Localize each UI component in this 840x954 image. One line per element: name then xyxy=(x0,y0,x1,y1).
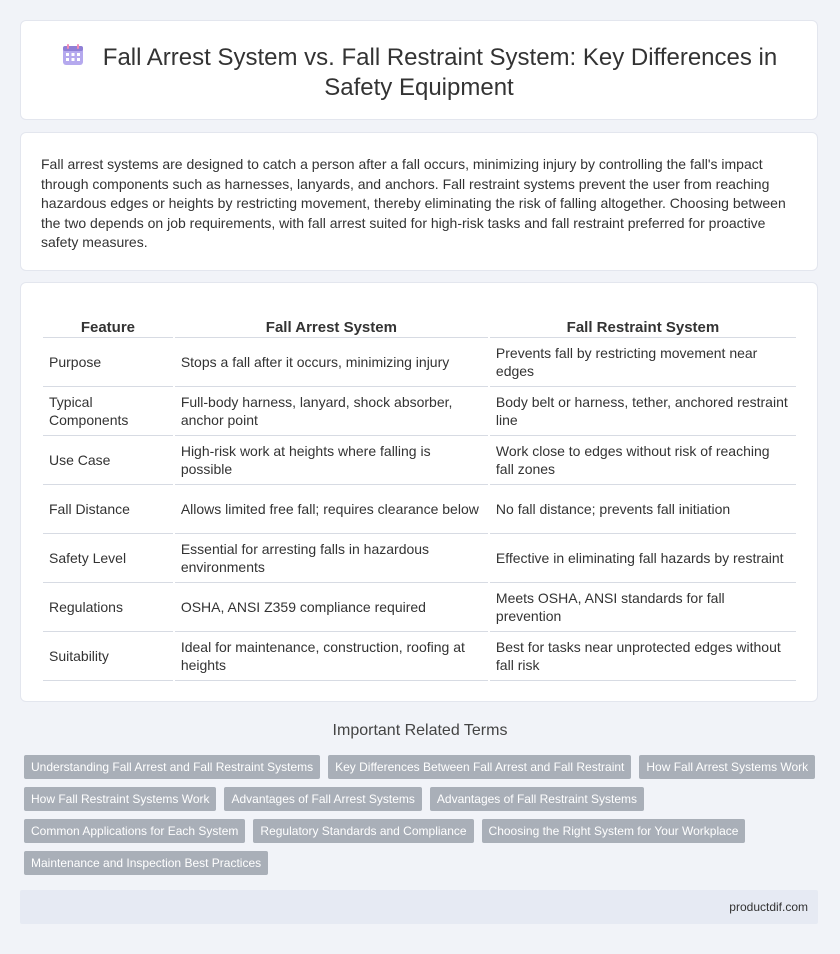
related-term-tag[interactable]: How Fall Restraint Systems Work xyxy=(24,787,216,811)
table-row xyxy=(43,485,796,534)
table-cell: Use Case xyxy=(43,436,173,485)
table-row xyxy=(43,436,796,485)
page-title: Fall Arrest System vs. Fall Restraint System: Key Differences in Safety Equipment xyxy=(102,44,778,101)
table-cell: OSHA, ANSI Z359 compliance required xyxy=(175,583,488,632)
table-cell: Full-body harness, lanyard, shock absorber, anchor point xyxy=(175,387,488,436)
table-row xyxy=(43,583,796,632)
table-row xyxy=(43,387,796,436)
table-cell: Fall Distance xyxy=(43,485,173,534)
related-term-tag[interactable]: Understanding Fall Arrest and Fall Restraint Systems xyxy=(24,755,320,779)
table-cell: Effective in eliminating fall hazards by restraint xyxy=(490,534,796,583)
column-header: Feature xyxy=(43,315,173,338)
table-cell: Work close to edges without risk of reaching fall zones xyxy=(490,436,796,485)
table-cell: Purpose xyxy=(43,338,173,387)
table-cell: Allows limited free fall; requires clearance below xyxy=(175,485,488,534)
table-cell: Typical Components xyxy=(43,387,173,436)
related-term-tag[interactable]: Common Applications for Each System xyxy=(24,819,245,843)
calendar-grid-icon xyxy=(61,43,85,67)
table-cell: Suitability xyxy=(43,632,173,681)
comparison-card xyxy=(20,282,818,702)
table-cell: Meets OSHA, ANSI standards for fall prevention xyxy=(490,583,796,632)
intro-card xyxy=(20,132,818,271)
table-cell: No fall distance; prevents fall initiation xyxy=(490,485,796,534)
table-cell: Stops a fall after it occurs, minimizing injury xyxy=(175,338,488,387)
comparison-table xyxy=(41,315,798,681)
table-row xyxy=(43,534,796,583)
intro-text: Fall arrest systems are designed to catch a person after a fall occurs, minimizing injury by controlling the fall's impact through components such as harnesses, lanyards, and anchors. Fall restraint systems prevent the user from reaching hazardous edges or heights by restricting movement, thereby eliminating the risk of falling altogether. Choosing between the two depends on job requirements, with fall arrest suited for high-risk tasks and fall restraint preferred for proactive safety measures. xyxy=(41,156,786,251)
related-term-tag[interactable]: Key Differences Between Fall Arrest and Fall Restraint xyxy=(328,755,631,779)
table-header-row xyxy=(43,315,796,338)
table-row xyxy=(43,632,796,681)
table-cell: Best for tasks near unprotected edges without fall risk xyxy=(490,632,796,681)
table-cell: Safety Level xyxy=(43,534,173,583)
related-term-tag[interactable]: Choosing the Right System for Your Workplace xyxy=(482,819,746,843)
table-cell: High-risk work at heights where falling is possible xyxy=(175,436,488,485)
related-terms-list xyxy=(24,755,820,875)
related-term-tag[interactable]: Regulatory Standards and Compliance xyxy=(253,819,473,843)
column-header: Fall Arrest System xyxy=(175,315,488,338)
related-term-tag[interactable]: How Fall Arrest Systems Work xyxy=(639,755,815,779)
table-cell: Essential for arresting falls in hazardous environments xyxy=(175,534,488,583)
footer-site[interactable]: productdif.com xyxy=(729,900,808,914)
table-cell: Ideal for maintenance, construction, roofing at heights xyxy=(175,632,488,681)
table-cell: Body belt or harness, tether, anchored restraint line xyxy=(490,387,796,436)
related-term-tag[interactable]: Advantages of Fall Arrest Systems xyxy=(224,787,421,811)
title-wrap xyxy=(21,43,817,103)
footer-bar xyxy=(20,890,818,924)
table-cell: Prevents fall by restricting movement near edges xyxy=(490,338,796,387)
related-term-tag[interactable]: Maintenance and Inspection Best Practices xyxy=(24,851,268,875)
column-header: Fall Restraint System xyxy=(490,315,796,338)
header-card xyxy=(20,20,818,120)
table-row xyxy=(43,338,796,387)
related-terms-title: Important Related Terms xyxy=(332,722,508,739)
related-term-tag[interactable]: Advantages of Fall Restraint Systems xyxy=(430,787,644,811)
table-cell: Regulations xyxy=(43,583,173,632)
